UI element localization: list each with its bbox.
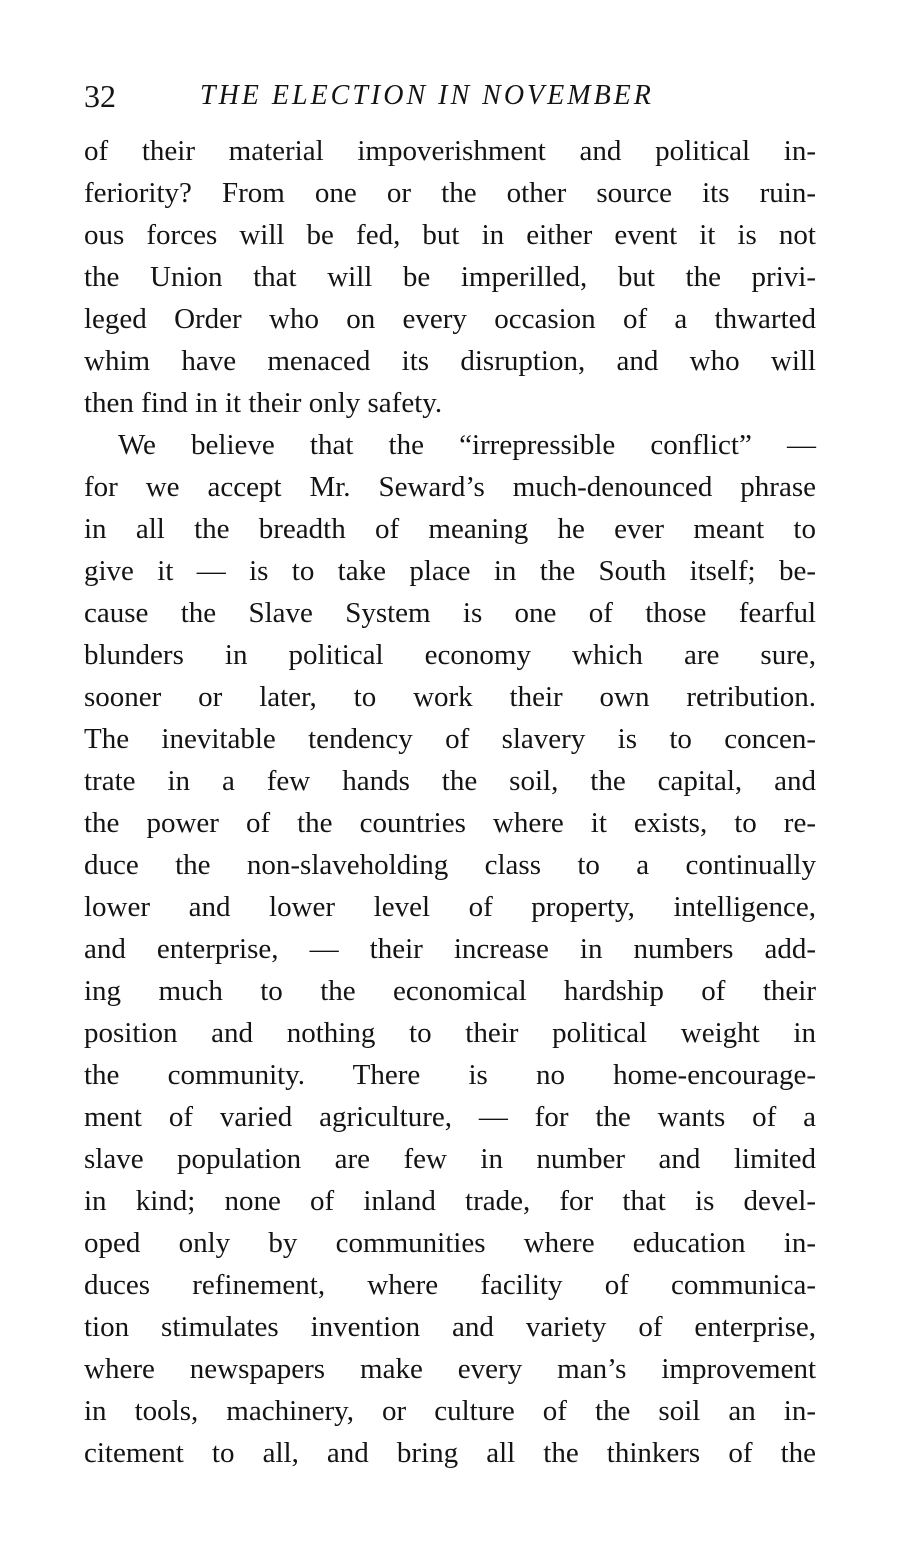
text-line: of their material impoverishment and political in-: [84, 135, 816, 167]
text-line: We believe that the “irrepressible conflict” —: [118, 429, 816, 461]
text-line: the power of the countries where it exists, to re-: [84, 807, 816, 839]
text-line: ous forces will be fed, but in either event it is not: [84, 219, 816, 251]
text-line: where newspapers make every man’s improvement: [84, 1353, 816, 1385]
text-line: position and nothing to their political weight in: [84, 1017, 816, 1049]
text-line: give it — is to take place in the South itself; be-: [84, 555, 816, 587]
text-line: slave population are few in number and limited: [84, 1143, 816, 1175]
text-line: ing much to the economical hardship of their: [84, 975, 816, 1007]
text-line: ment of varied agriculture, — for the wants of a: [84, 1101, 816, 1133]
text-line: then find in it their only safety.: [84, 387, 443, 419]
page-number: 32: [84, 78, 116, 114]
text-line: the community. There is no home-encourage-: [84, 1059, 816, 1091]
text-line: in kind; none of inland trade, for that is devel-: [84, 1185, 816, 1217]
text-line: feriority? From one or the other source its ruin-: [84, 177, 816, 209]
text-line: blunders in political economy which are sure,: [84, 639, 816, 671]
text-line: for we accept Mr. Seward’s much-denounced phrase: [84, 471, 816, 503]
running-head: THE ELECTION IN NOVEMBER: [200, 80, 654, 111]
text-line: and enterprise, — their increase in numbers add-: [84, 933, 816, 965]
text-line: cause the Slave System is one of those fearful: [84, 597, 816, 629]
text-line: lower and lower level of property, intelligence,: [84, 891, 816, 923]
text-line: whim have menaced its disruption, and who will: [84, 345, 816, 377]
page-header: [84, 74, 816, 118]
body-text: [84, 130, 816, 1474]
text-line: the Union that will be imperilled, but the privi-: [84, 261, 816, 293]
text-line: duce the non-slaveholding class to a continually: [84, 849, 816, 881]
text-line: leged Order who on every occasion of a thwarted: [84, 303, 816, 335]
text-line: sooner or later, to work their own retribution.: [84, 681, 816, 713]
text-line: oped only by communities where education in-: [84, 1227, 816, 1259]
text-line: in all the breadth of meaning he ever meant to: [84, 513, 816, 545]
text-line: citement to all, and bring all the thinkers of the: [84, 1437, 816, 1469]
text-line: duces refinement, where facility of communica-: [84, 1269, 816, 1301]
text-line: The inevitable tendency of slavery is to concen-: [84, 723, 816, 755]
text-line: tion stimulates invention and variety of enterprise,: [84, 1311, 816, 1343]
text-line: trate in a few hands the soil, the capital, and: [84, 765, 816, 797]
text-line: in tools, machinery, or culture of the soil an in-: [84, 1395, 816, 1427]
